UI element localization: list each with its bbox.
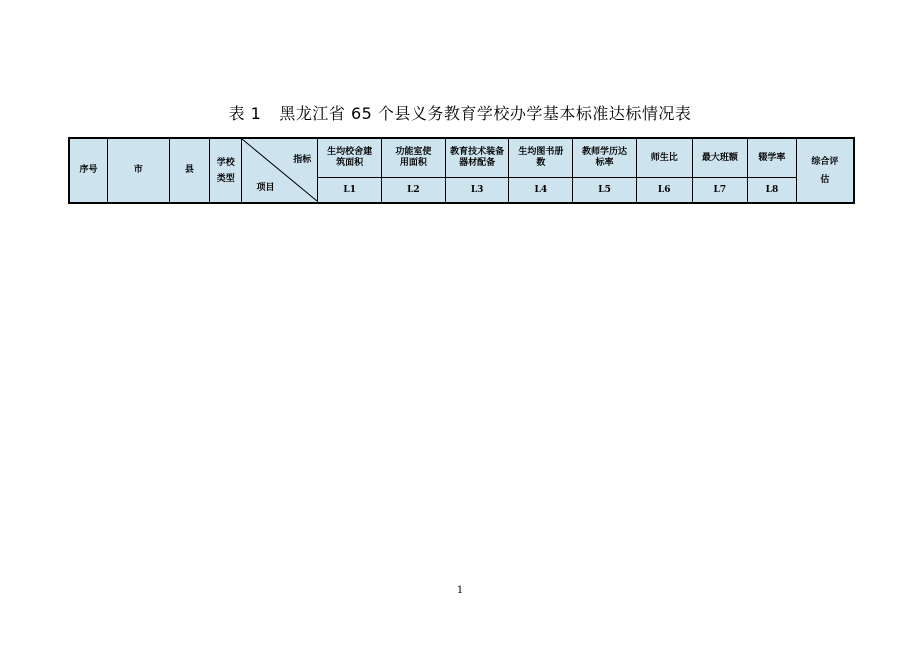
header-L1-name: 生均校舍建筑面积 <box>318 138 382 178</box>
header-diagonal-cell <box>242 138 318 203</box>
header-item: 项目 <box>256 183 275 193</box>
standards-table <box>68 137 855 204</box>
header-L8-name: 辍学率 <box>748 138 797 178</box>
header-L7-name: 最大班额 <box>692 138 748 178</box>
table-title <box>0 101 920 124</box>
header-seq: 序号 <box>69 138 107 203</box>
header-L5: L5 <box>573 178 637 204</box>
header-county: 县 <box>169 138 209 203</box>
header-L2-name: 功能室使用面积 <box>382 138 446 178</box>
header-school-type: 学校类型 <box>210 138 242 203</box>
header-L4-name: 生均图书册数 <box>509 138 573 178</box>
header-city: 市 <box>107 138 169 203</box>
header-L3-name: 教育技术装备器材配备 <box>445 138 509 178</box>
diagonal-line <box>242 139 317 201</box>
header-L1: L1 <box>318 178 382 204</box>
header-L6-name: 师生比 <box>636 138 692 178</box>
header-L2: L2 <box>382 178 446 204</box>
header-L8: L8 <box>748 178 797 204</box>
header-L3: L3 <box>445 178 509 204</box>
header-L5-name: 教师学历达标率 <box>573 138 637 178</box>
header-L7: L7 <box>692 178 748 204</box>
page-number: 1 <box>456 585 464 596</box>
header-L6: L6 <box>636 178 692 204</box>
header-L4: L4 <box>509 178 573 204</box>
table-number: 表 1 <box>228 104 262 123</box>
header-indicator: 指标 <box>293 155 312 165</box>
table-title-text: 黑龙江省 65 个县义务教育学校办学基本标准达标情况表 <box>279 104 692 123</box>
header-overall: 综合评估 <box>796 138 854 203</box>
